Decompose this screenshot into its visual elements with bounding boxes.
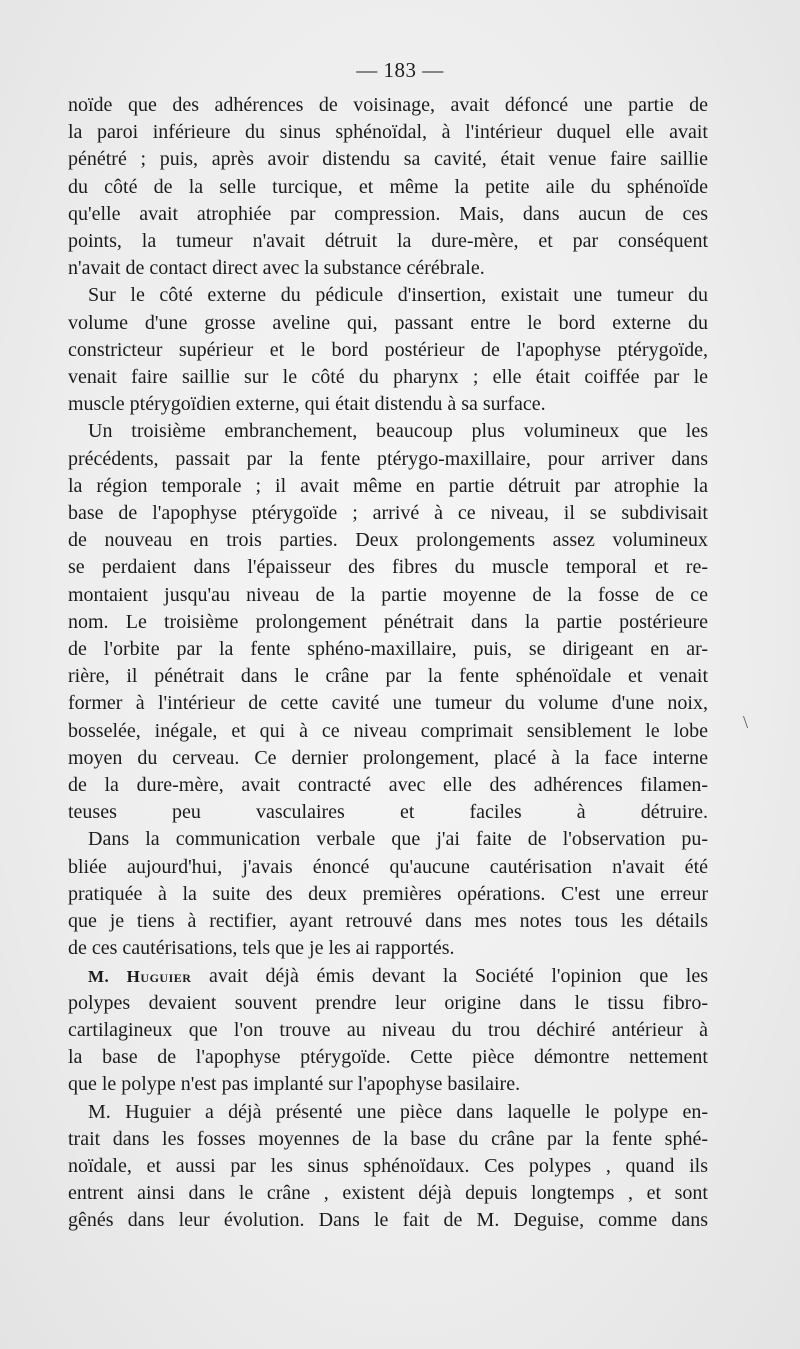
text-line: précédents, passait par la fente ptérygo-maxillaire, pour arriver dans (68, 447, 708, 470)
text-line: que je tiens à rectifier, ayant retrouvé dans mes notes tous les détails (68, 910, 708, 933)
text-line: venait faire saillie sur le côté du pharynx ; elle était coiffée par le (68, 366, 708, 389)
text-line: de ces cautérisations, tels que je les ai rapportés. (68, 937, 455, 960)
stray-mark: \ (742, 712, 748, 732)
text-line: la région temporale ; il avait même en partie détruit par atrophie la (68, 474, 708, 497)
text-line: former à l'intérieur de cette cavité une tumeur du volume d'une noix, (68, 692, 708, 715)
text-line: M. Huguier a déjà présenté une pièce dans laquelle le polype en- (88, 1100, 708, 1123)
text-line: de l'orbite par la fente sphéno-maxillaire, puis, se dirigeant en ar- (68, 638, 708, 661)
text-line: moyen du cerveau. Ce dernier prolongement, placé à la face interne (68, 746, 708, 769)
text-line: nom. Le troisième prolongement pénétrait dans la partie postérieure (68, 610, 708, 633)
text-line: bliée aujourd'hui, j'avais énoncé qu'aucune cautérisation n'avait été (68, 855, 708, 878)
paragraph-3 (68, 418, 708, 826)
text-line (68, 963, 708, 990)
text-line: montaient jusqu'au niveau de la partie moyenne de la fosse de ce (68, 583, 708, 606)
page-number: — 183 — (356, 58, 444, 82)
text-line: la base de l'apophyse ptérygoïde. Cette pièce démontre nettement (68, 1046, 708, 1069)
text-line: base de l'apophyse ptérygoïde ; arrivé à ce niveau, il se subdivisait (68, 502, 708, 525)
text-line: qu'elle avait atrophiée par compression. Mais, dans aucun de ces (68, 202, 708, 225)
text-line: se perdaient dans l'épaisseur des fibres du muscle temporal et re- (68, 556, 708, 579)
text-line: constricteur supérieur et le bord postérieur de l'apophyse ptérygoïde, (68, 338, 708, 361)
text-line: Un troisième embranchement, beaucoup plus volumineux que les (88, 420, 708, 443)
paragraph-6 (68, 1099, 708, 1235)
text-line: noïde que des adhérences de voisinage, avait défoncé une partie de (68, 94, 708, 116)
text-line: polypes devaient souvent prendre leur origine dans le tissu fibro- (68, 991, 708, 1014)
text-line: Sur le côté externe du pédicule d'insertion, existait une tumeur du (88, 284, 708, 307)
text-line-rest: avait déjà émis devant la Société l'opinion que les (209, 964, 709, 987)
text-line: noïdale, et aussi par les sinus sphénoïdaux. Ces polypes , quand ils (68, 1154, 708, 1177)
paragraph-4 (68, 826, 708, 962)
text-line: pratiquée à la suite des deux premières opérations. C'est une erreur (68, 882, 708, 905)
text-line: teuses peu vasculaires et faciles à détruire. (68, 801, 708, 824)
text-line: trait dans les fosses moyennes de la base du crâne par la fente sphé- (68, 1127, 708, 1150)
text-line: du côté de la selle turcique, et même la petite aile du sphénoïde (68, 175, 708, 198)
text-line: cartilagineux que l'on trouve au niveau du trou déchiré antérieur à (68, 1018, 708, 1041)
paragraph-5 (68, 963, 708, 1099)
speaker-name: M. Huguier (88, 966, 192, 986)
text-line: rière, il pénétrait dans le crâne par la fente sphénoïdale et venait (68, 665, 708, 688)
text-line: Dans la communication verbale que j'ai faite de l'observation pu- (88, 828, 708, 851)
paragraph-2 (68, 282, 708, 418)
text-line: muscle ptérygoïdien externe, qui était distendu à sa surface. (68, 393, 546, 416)
text-line: bosselée, inégale, et qui à ce niveau comprimait sensiblement le lobe (68, 719, 708, 742)
text-line: de nouveau en trois parties. Deux prolongements assez volumineux (68, 529, 708, 552)
text-line: que le polype n'est pas implanté sur l'apophyse basilaire. (68, 1073, 521, 1096)
text-line: n'avait de contact direct avec la substance cérébrale. (68, 257, 485, 280)
text-line: entrent ainsi dans le crâne , existent déjà depuis longtemps , et sont (68, 1182, 708, 1205)
text-line: points, la tumeur n'avait détruit la dure-mère, et par conséquent (68, 230, 708, 253)
paragraph-1 (68, 92, 708, 282)
text-line: pénétré ; puis, après avoir distendu sa cavité, était venue faire saillie (68, 148, 708, 171)
body-text (68, 92, 708, 1235)
text-line: volume d'une grosse aveline qui, passant entre le bord externe du (68, 311, 708, 334)
text-line: gênés dans leur évolution. Dans le fait de M. Deguise, comme dans (68, 1209, 708, 1232)
text-line: la paroi inférieure du sinus sphénoïdal, à l'intérieur duquel elle avait (68, 121, 708, 144)
text-line: de la dure-mère, avait contracté avec elle des adhérences filamen- (68, 774, 708, 797)
